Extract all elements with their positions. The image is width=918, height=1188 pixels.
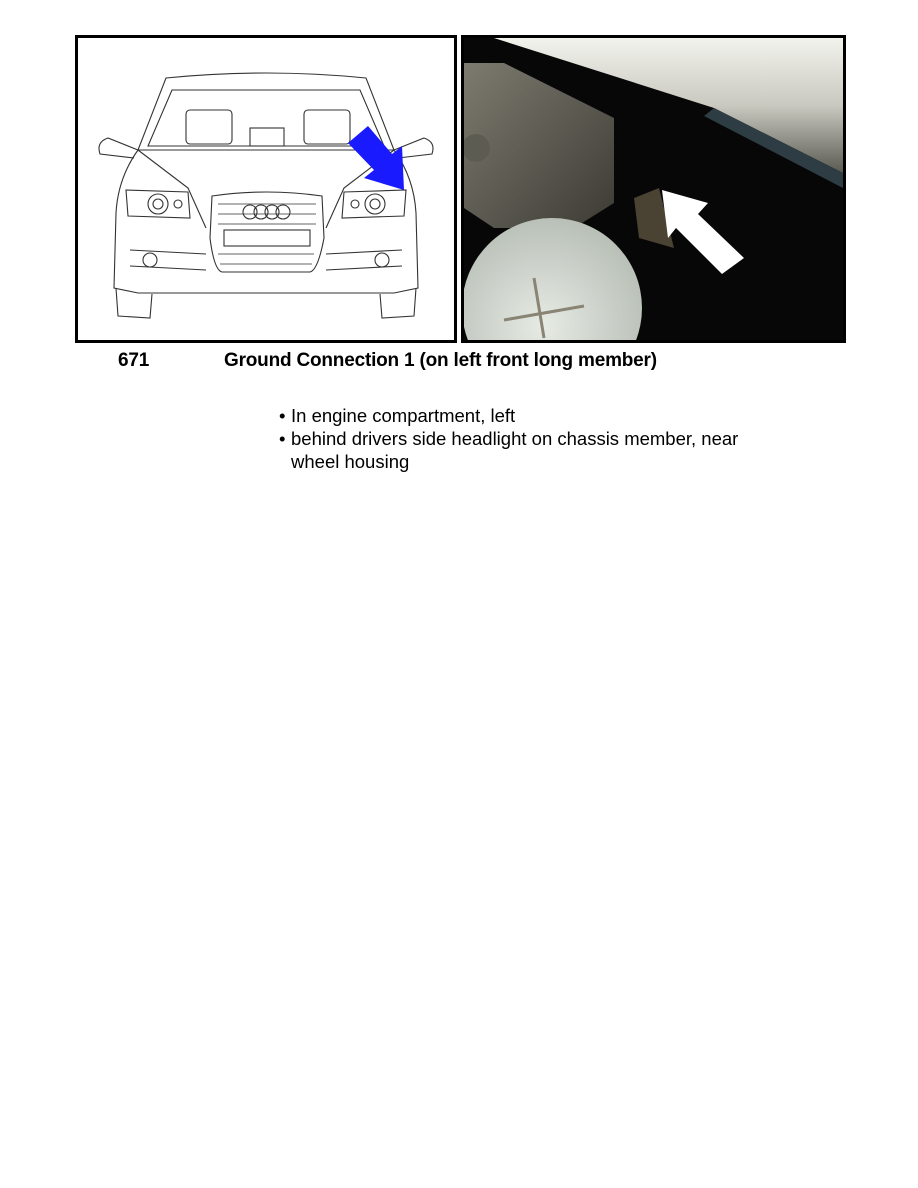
bullet-text: In engine compartment, left: [291, 405, 516, 426]
caption-title: Ground Connection 1 (on left front long member): [224, 350, 657, 371]
bullet-icon: •: [279, 405, 286, 426]
bullet-list: [279, 404, 771, 473]
caption-number: 671: [118, 350, 150, 371]
bullet-text: behind drivers side headlight on chassis member, near wheel housing: [291, 428, 739, 472]
car-illustration: [78, 38, 454, 340]
engine-compartment-photo: [461, 35, 846, 343]
bullet-icon: •: [279, 428, 286, 449]
car-front-diagram: [75, 35, 457, 343]
photo-illustration: [464, 38, 843, 340]
bullet-item: [279, 404, 771, 427]
bullet-item: [279, 427, 771, 473]
blue-arrow-icon: [348, 126, 404, 190]
